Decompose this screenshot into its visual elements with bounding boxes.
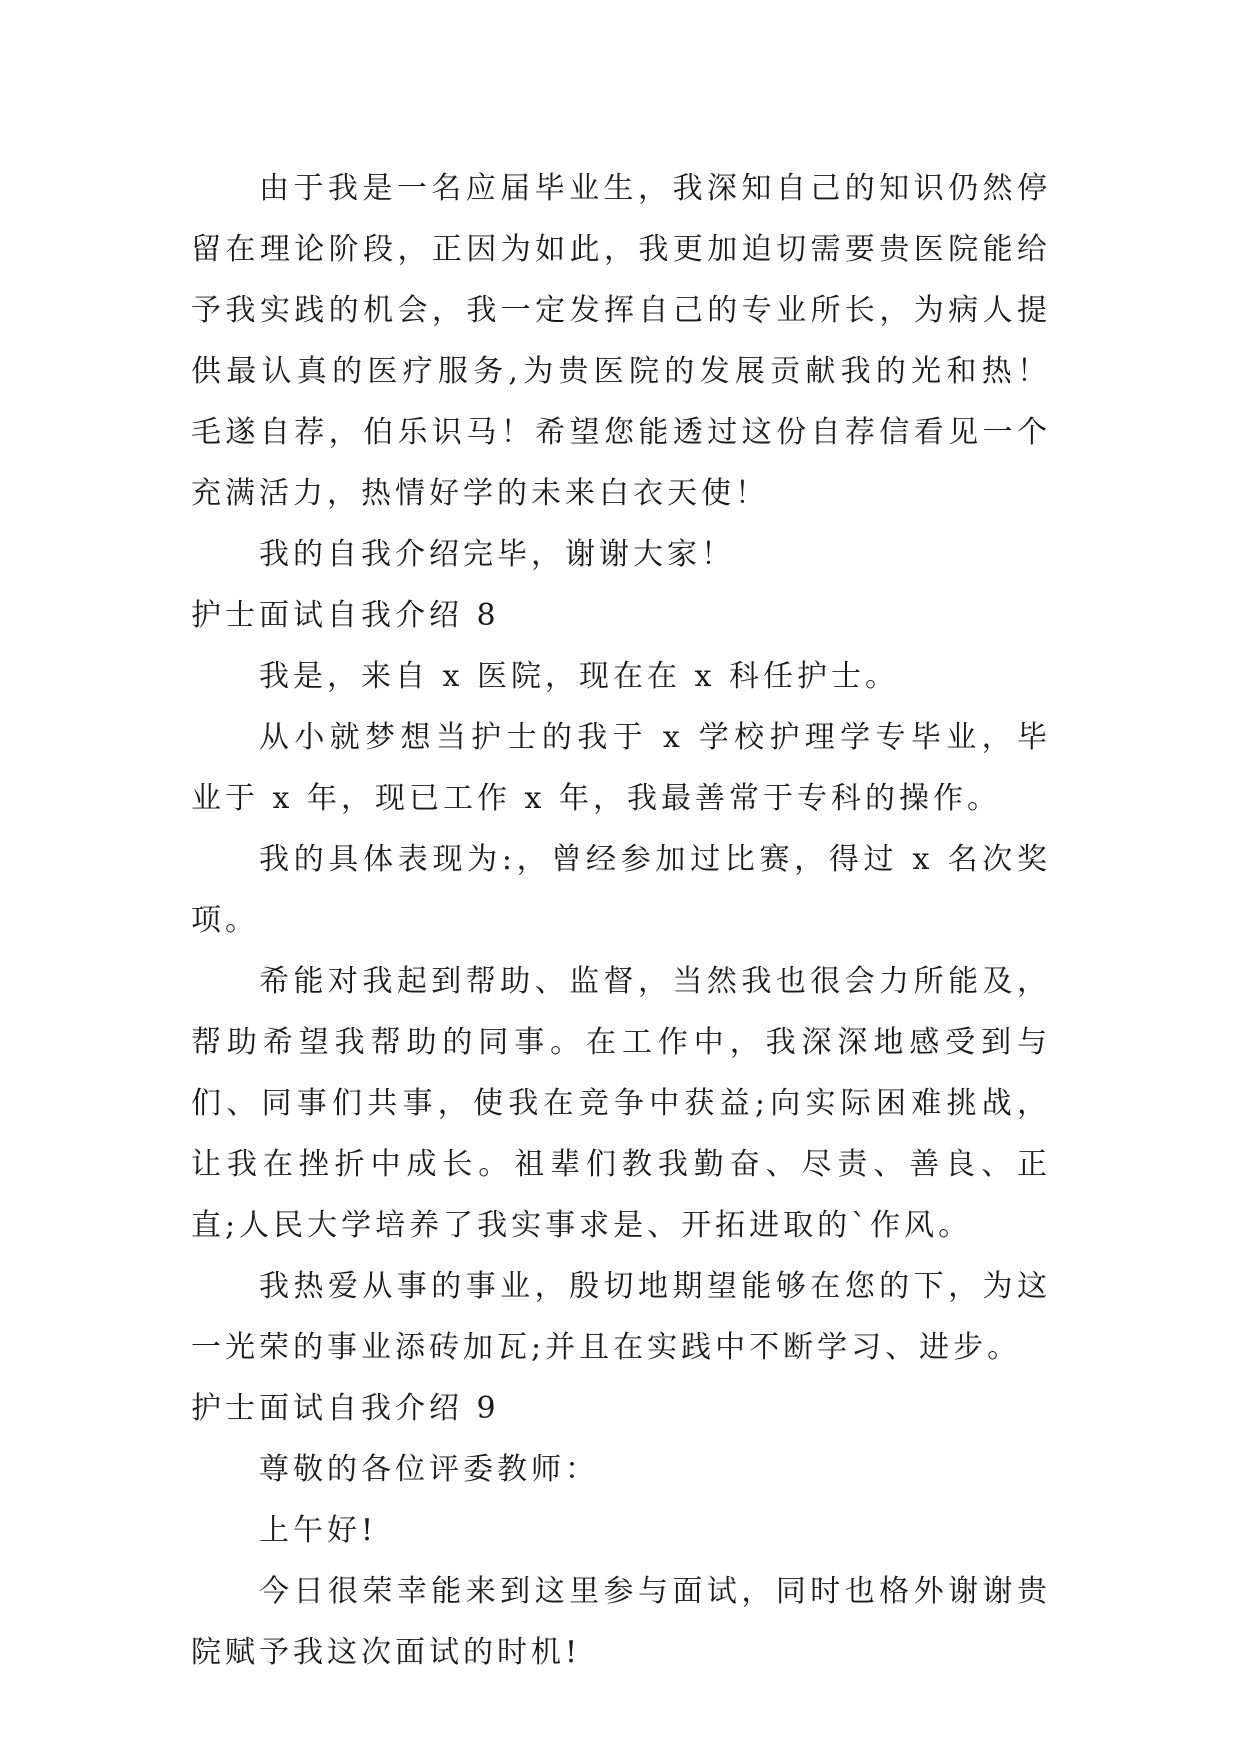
paragraph: 希能对我起到帮助、监督，当然我也很会力所能及，帮助希望我帮助的同事。在工作中，我深深地感受到与们、同事们共事，使我在竞争中获益;向实际困难挑战，让我在挫折中成长。祖辈们教我勤奋、尽责、善良、正直;人民大学培养了我实事求是、开拓进取的`作风。 (191, 964, 1051, 1243)
paragraph: 上午好! (259, 1513, 378, 1548)
document-page (191, 158, 1051, 1683)
paragraph: 我是，来自 x 医院，现在在 x 科任护士。 (259, 659, 899, 694)
paragraph: 今日很荣幸能来到这里参与面试，同时也格外谢谢贵院赋予我这次面试的时机! (191, 1574, 1051, 1670)
paragraph: 我热爱从事的事业，殷切地期望能够在您的下，为这一光荣的事业添砖加瓦;并且在实践中不断学习、进步。 (191, 1269, 1051, 1365)
paragraph: 从小就梦想当护士的我于 x 学校护理学专毕业，毕业于 x 年，现已工作 x 年，我最善常于专科的操作。 (191, 720, 1051, 816)
paragraph: 我的自我介绍完毕，谢谢大家！ (259, 537, 735, 572)
paragraph: 尊敬的各位评委教师： (259, 1452, 599, 1487)
section-heading: 护士面试自我介绍 8 (191, 598, 500, 633)
paragraph: 我的具体表现为:，曾经参加过比赛，得过 x 名次奖项。 (191, 842, 1051, 938)
section-heading: 护士面试自我介绍 9 (191, 1391, 500, 1426)
paragraph: 由于我是一名应届毕业生，我深知自己的知识仍然停留在理论阶段，正因为如此，我更加迫切需要贵医院能给予我实践的机会，我一定发挥自己的专业所长，为病人提供最认真的医疗服务,为贵医院的发展贡献我的光和热！毛遂自荐，伯乐识马！希望您能透过这份自荐信看见一个充满活力，热情好学的未来白衣天使！ (191, 171, 1051, 511)
